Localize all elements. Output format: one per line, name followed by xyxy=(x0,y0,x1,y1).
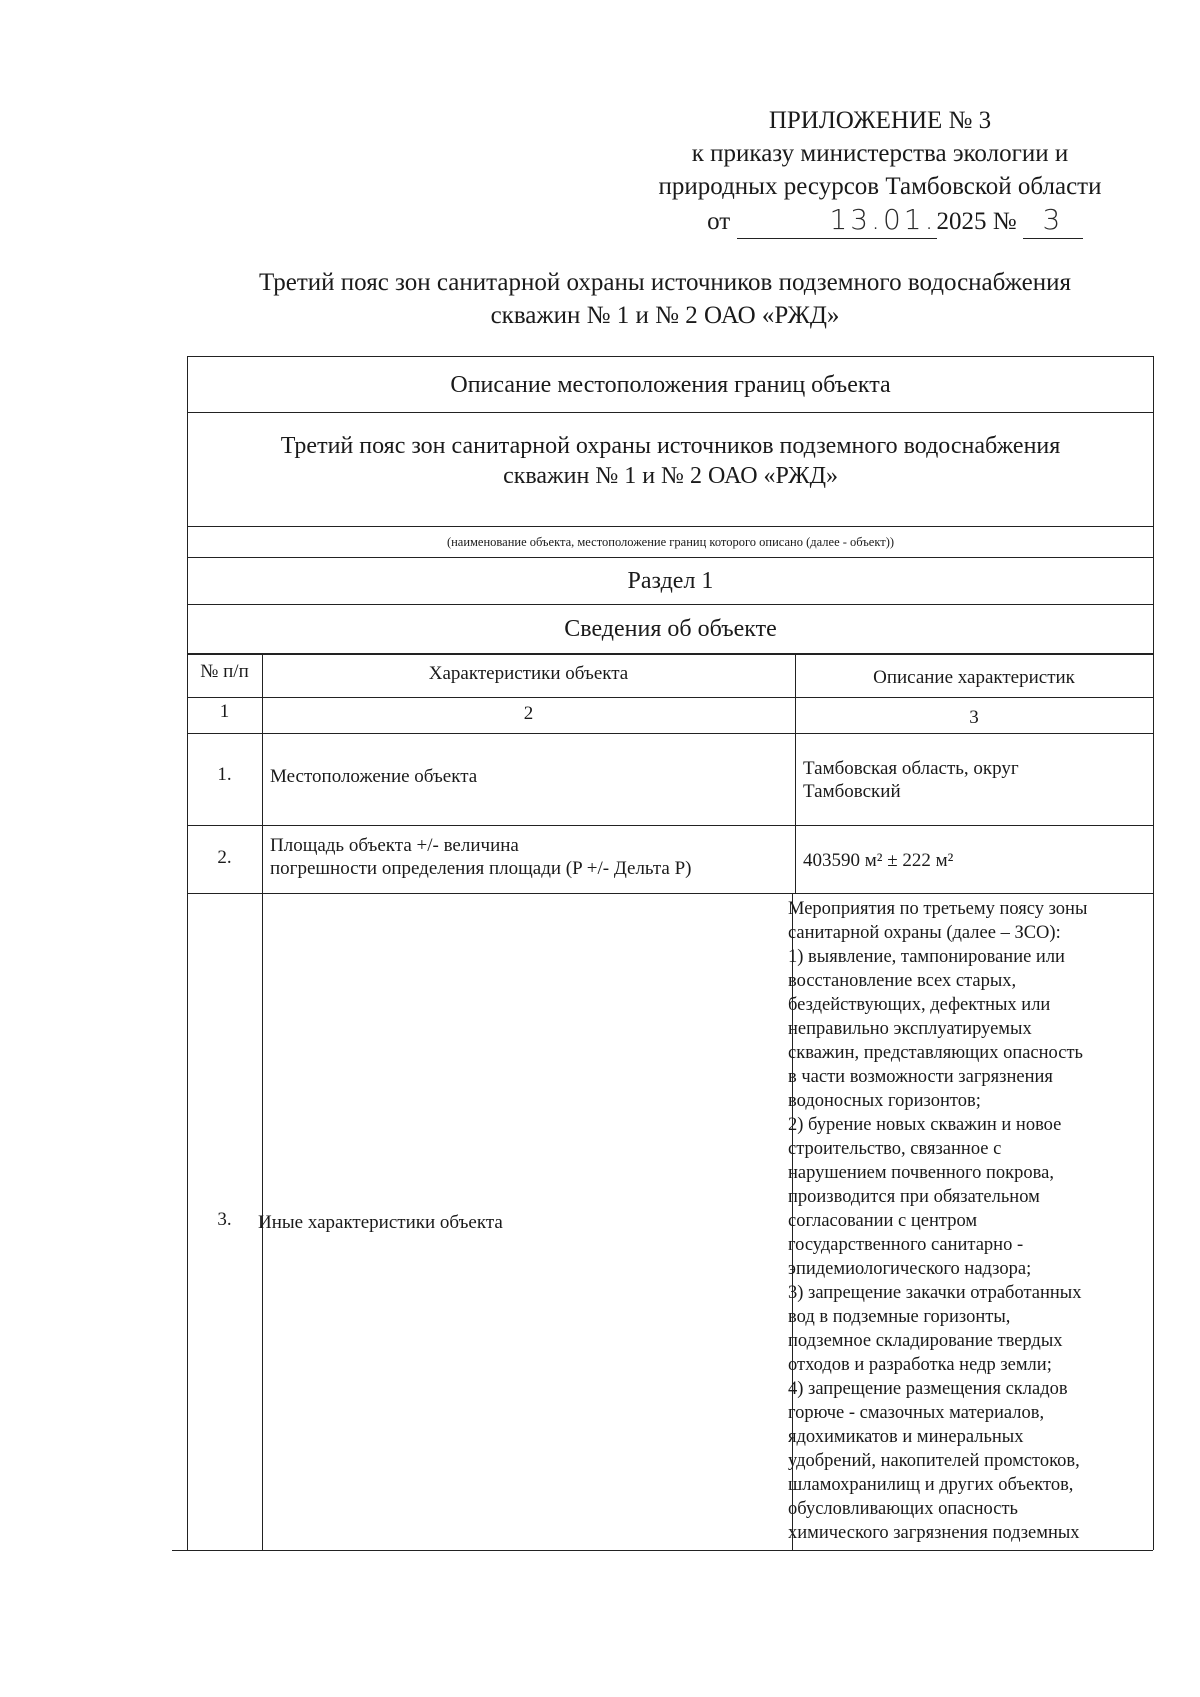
column-number-1: 1 xyxy=(219,701,230,722)
appendix-title: ПРИЛОЖЕНИЕ № 3 xyxy=(768,107,992,134)
row-separator-numbers xyxy=(187,733,1154,734)
date-handwritten: 13.01. xyxy=(829,203,937,236)
object-name-row xyxy=(188,413,1153,527)
row-2-number: 2. xyxy=(217,847,232,868)
table-top-border xyxy=(187,653,1154,654)
row-1-number: 1. xyxy=(217,764,232,785)
appendix-header xyxy=(600,104,1160,239)
year-label: 2025 № xyxy=(936,208,1017,235)
row-separator-2 xyxy=(187,893,1154,894)
order-line-1: к приказу министерства экологии и xyxy=(691,140,1069,167)
row-2-value: 403590 м² ± 222 м² xyxy=(803,850,954,871)
number-field xyxy=(1023,203,1083,239)
table-heading: Описание местоположения границ объекта xyxy=(450,371,891,398)
column-header-description: Описание характеристик xyxy=(873,667,1075,688)
date-prefix: от xyxy=(707,208,731,235)
table-bottom-border xyxy=(172,1550,1153,1551)
row-2-name: Площадь объекта +/- величина погрешности определения площади (P +/- Дельта P) xyxy=(270,835,692,879)
table-heading-row xyxy=(188,357,1153,413)
row-3-value: Мероприятия по третьему поясу зоны санитарной охраны (далее – ЗСО): 1) выявление, тампонирование или восстановление всех старых, бездействующих, дефектных или неправильно эксплуатируемых скважин, представляющих опасность в части возможности загрязнения водоносных горизонтов; 2) бурение новых скважин и новое строительство, связанное с нарушением почвенного покрова, производится при обязательном согласовании с центром государственного санитарно - эпидемиологического надзора; 3) запрещение закачки отработанных вод в подземные горизонты, подземное складирование твердых отходов и разработка недр земли; 4) запрещение размещения складов горюче - смазочных материалов, ядохимикатов и минеральных удобрений, накопителей промстоков, шламохранилищ и других объектов, обусловливающих опасность химического загрязнения подземных xyxy=(788,899,1088,1543)
row-separator-header xyxy=(187,697,1154,698)
object-name-line-2: скважин № 1 и № 2 ОАО «РЖД» xyxy=(503,463,838,489)
column-header-characteristic: Характеристики объекта xyxy=(428,663,629,684)
row-1-value: Тамбовская область, округ Тамбовский xyxy=(803,758,1019,802)
row-3-number: 3. xyxy=(217,1209,232,1230)
object-name xyxy=(188,431,1153,491)
column-separator-1 xyxy=(262,653,263,1550)
order-line-2: природных ресурсов Тамбовской области xyxy=(658,173,1102,200)
document-title xyxy=(200,266,1130,332)
section-row xyxy=(188,558,1153,605)
section-title-row xyxy=(188,605,1153,653)
column-header-number: № п/п xyxy=(200,661,249,682)
column-separator-2 xyxy=(795,653,796,893)
section-label: Раздел 1 xyxy=(627,568,714,594)
column-number-2: 2 xyxy=(523,703,534,724)
row-separator-1 xyxy=(187,825,1154,826)
section-title: Сведения об объекте xyxy=(564,616,777,642)
date-field xyxy=(737,203,937,239)
document-title-line-1: Третий пояс зон санитарной охраны источников подземного водоснабжения xyxy=(258,269,1072,296)
column-number-3: 3 xyxy=(969,707,979,728)
order-date-line xyxy=(630,203,1160,239)
row-3-name: Иные характеристики объекта xyxy=(258,1212,503,1233)
object-name-line-1: Третий пояс зон санитарной охраны источников подземного водоснабжения xyxy=(280,433,1061,459)
object-caption: (наименование объекта, местоположение границ которого описано (далее - объект)) xyxy=(446,534,895,549)
object-description-block xyxy=(187,356,1154,655)
document-title-line-2: скважин № 1 и № 2 ОАО «РЖД» xyxy=(490,302,840,329)
row-1-name: Местоположение объекта xyxy=(270,766,478,787)
table-right-border xyxy=(1153,653,1154,1550)
table-left-border xyxy=(187,653,188,1550)
number-handwritten: 3 xyxy=(1042,203,1064,236)
object-caption-row xyxy=(188,527,1153,558)
